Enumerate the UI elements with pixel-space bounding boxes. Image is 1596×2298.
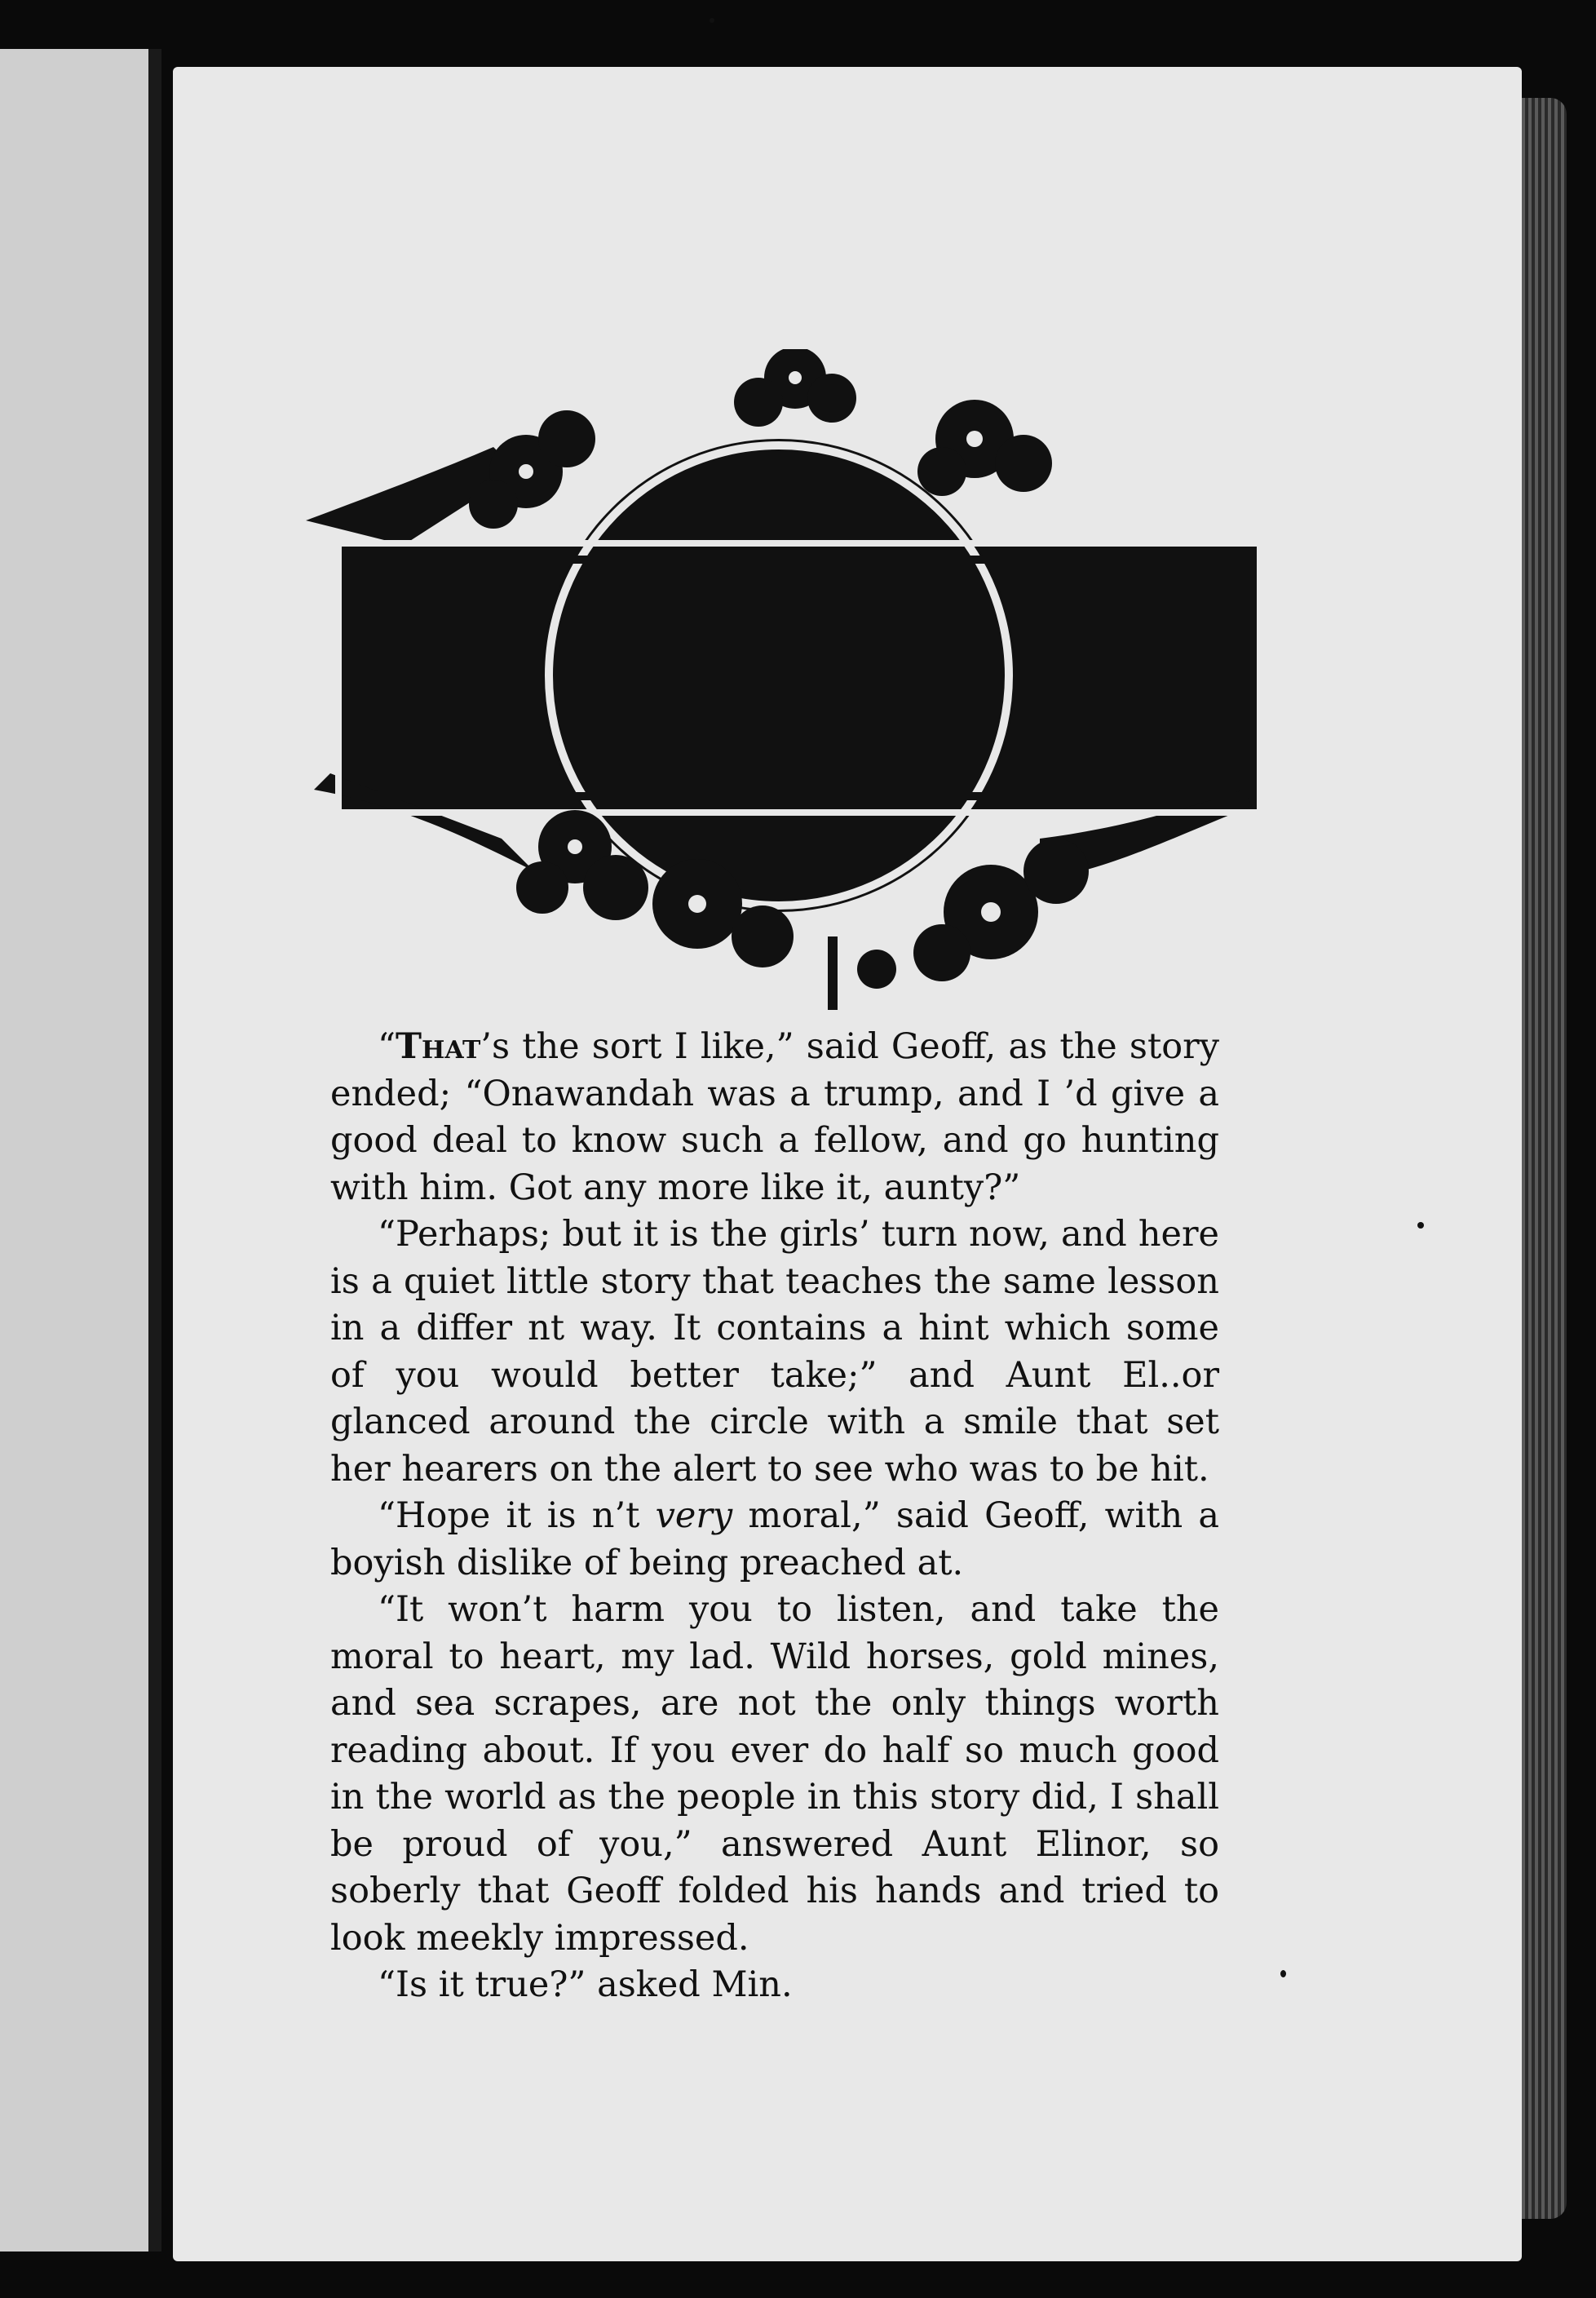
ink-speck [710,18,714,23]
page-stack-edge [1522,98,1567,2219]
paragraph: “Is it true?” asked Min. [378,1964,793,2005]
facing-page-edge [0,49,161,2252]
paragraph: “Hope it is n’t very moral,” said Geoff, with a boyish dislike of being preached at. [330,1495,1220,1583]
body-text [330,1024,1219,2009]
paragraph: “It won’t harm you to listen, and take the moral to heart, my lad. Wild horses, gold mines, and sea scrapes, are not the only things worth reading about. If you ever do half so much good in the world as the people in this story did, I shall be proud of you,” answered Aunt Elinor, so soberly that Geoff folded his hands and tried to look meekly impressed. [330,1589,1219,1959]
paragraph: “That’s the sort I like,” said Geoff, as the story ended; “Onawandah was a trump, and I ’d give a good deal to know such a fellow, and go hunting with him. Got any more like it, aunty?” [330,1026,1219,1208]
ink-speck [1280,1970,1286,1977]
floral-cartouche-icon [306,349,1284,1018]
ink-speck [1417,1222,1424,1229]
paragraph: “Perhaps; but it is the girls’ turn now, and here is a quiet little story that teaches the same lesson in a differ nt way. It contains a hint which some of you would better take;” and Aunt El..or glanced around the circle with a smile that set her hearers on the alert to see who was to be hit. [330,1214,1219,1490]
